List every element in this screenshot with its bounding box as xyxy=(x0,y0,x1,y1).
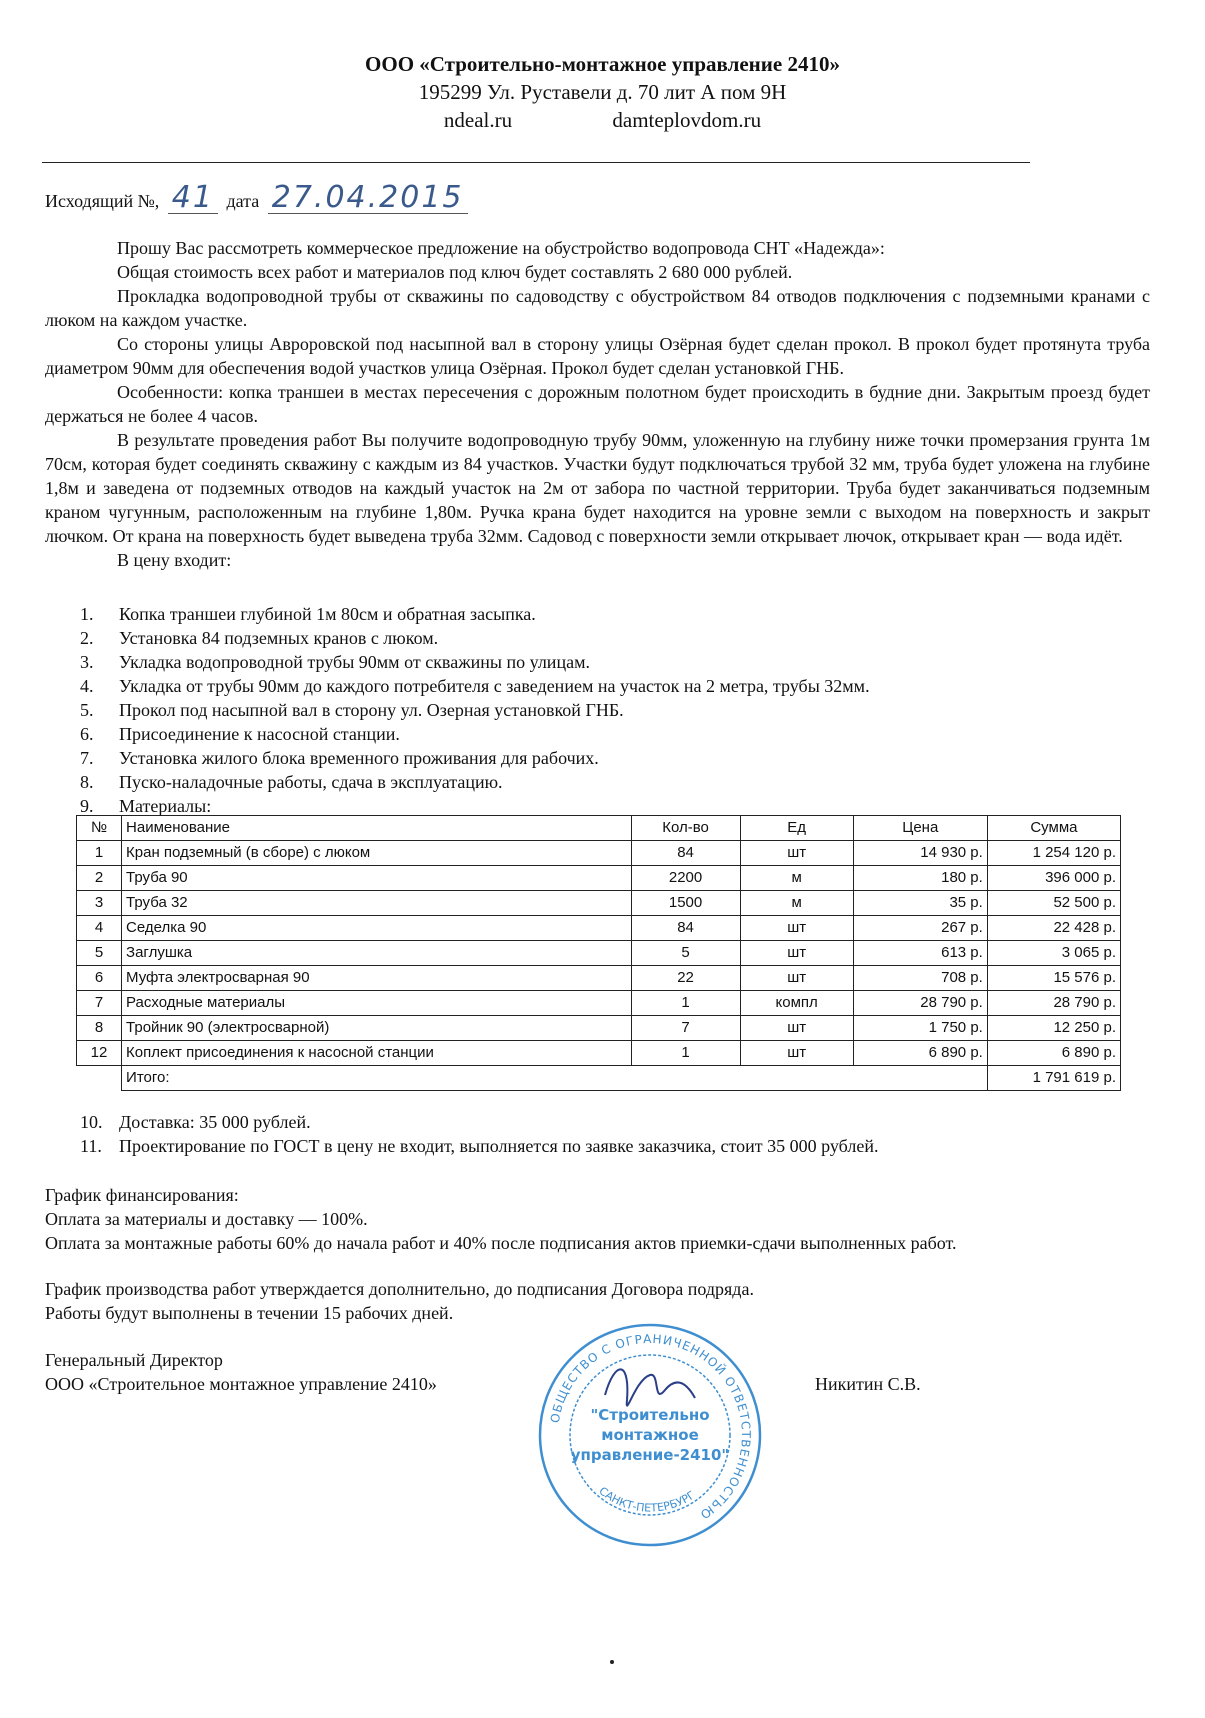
stamp-ring-text: ОБЩЕСТВО С ОГРАНИЧЕННОЙ ОТВЕТСТВЕННОСТЬЮ xyxy=(547,1331,754,1523)
schedule-section xyxy=(45,1277,754,1325)
table-row: 4 Седелка 90 84 шт 267 р. 22 428 р. xyxy=(77,916,1121,941)
materials-table xyxy=(76,815,1121,1091)
table-row: 3 Труба 32 1500 м 35 р. 52 500 р. xyxy=(77,891,1121,916)
financing-line: Оплата за монтажные работы 60% до начала работ и 40% после подписания актов приемки-сдачи выполненных работ. xyxy=(45,1233,957,1253)
paragraph: Прошу Вас рассмотреть коммерческое предложение на обустройство водопровода СНТ «Надежда»: xyxy=(117,238,885,258)
list-item: 8. Пуско-наладочные работы, сдача в эксплуатацию. xyxy=(80,772,503,792)
list-item: 7. Установка жилого блока временного проживания для рабочих. xyxy=(80,748,599,768)
speck xyxy=(610,1660,614,1664)
signer-org: ООО «Строительное монтажное управление 2410» xyxy=(45,1374,437,1394)
schedule-line: Работы будут выполнены в течении 15 рабочих дней. xyxy=(45,1303,454,1323)
header-divider xyxy=(42,162,1030,163)
table-row: 1 Кран подземный (в сборе) с люком 84 шт 14 930 р. 1 254 120 р. xyxy=(77,841,1121,866)
letterhead xyxy=(0,50,1205,134)
list-item: 1. Копка траншеи глубиной 1м 80см и обратная засыпка. xyxy=(80,604,536,624)
paragraph: В цену входит: xyxy=(117,550,232,570)
date-label: дата xyxy=(226,191,260,211)
table-row: 8 Тройник 90 (электросварной) 7 шт 1 750 р. 12 250 р. xyxy=(77,1016,1121,1041)
company-stamp xyxy=(535,1320,765,1550)
letter-body xyxy=(45,236,1150,572)
stamp-line-3: управление-2410" xyxy=(570,1446,730,1464)
list-item: 11. Проектирование по ГОСТ в цену не входит, выполняется по заявке заказчика, стоит 35 000 рублей. xyxy=(80,1136,879,1156)
list-item: 10. Доставка: 35 000 рублей. xyxy=(80,1112,311,1132)
outgoing-date: 27.04.2015 xyxy=(271,180,464,215)
total-label: Итого: xyxy=(122,1066,988,1091)
paragraph: Особенности: копка траншеи в местах пересечения с дорожным полотном будет происходить в будние дни. Закрытым проезд будет держаться не более 4 часов. xyxy=(45,382,1150,426)
list-item: 5. Прокол под насыпной вал в сторону ул. Озерная установкой ГНБ. xyxy=(80,700,624,720)
table-row: 7 Расходные материалы 1 компл 28 790 р. 28 790 р. xyxy=(77,991,1121,1016)
outgoing-number-line xyxy=(45,180,472,215)
list-item: 2. Установка 84 подземных кранов с люком. xyxy=(80,628,439,648)
stamp-line-2: монтажное xyxy=(601,1426,699,1444)
outgoing-label: Исходящий №, xyxy=(45,191,160,211)
org-address: 195299 Ул. Руставели д. 70 лит А пом 9Н xyxy=(418,80,787,104)
signature-scribble xyxy=(605,1369,695,1405)
website-2: damteplovdom.ru xyxy=(612,108,762,132)
outgoing-number: 41 xyxy=(171,180,214,215)
total-value: 1 791 619 р. xyxy=(987,1066,1120,1091)
table-row: 5 Заглушка 5 шт 613 р. 3 065 р. xyxy=(77,941,1121,966)
signature-block xyxy=(45,1348,437,1396)
org-title: ООО «Строительно-монтажное управление 2410» xyxy=(365,52,840,76)
org-websites xyxy=(0,106,1205,134)
table-row: 6 Муфта электросварная 90 22 шт 708 р. 15 576 р. xyxy=(77,966,1121,991)
stamp-line-1: "Строительно xyxy=(590,1406,710,1424)
website-1: ndeal.ru xyxy=(443,108,513,132)
col-header-price: Цена xyxy=(853,816,987,841)
table-header-row xyxy=(77,816,1121,841)
col-header-sum: Сумма xyxy=(987,816,1120,841)
extra-items-list xyxy=(45,1110,1145,1158)
list-item: 4. Укладка от трубы 90мм до каждого потребителя с заведением на участок на 2 метра, трубы 32мм. xyxy=(80,676,870,696)
list-item: 6. Присоединение к насосной станции. xyxy=(80,724,400,744)
col-header-number: № xyxy=(77,816,122,841)
schedule-line: График производства работ утверждается дополнительно, до подписания Договора подряда. xyxy=(45,1279,754,1299)
signer-name: Никитин С.В. xyxy=(815,1374,921,1394)
paragraph: Прокладка водопроводной трубы от скважины по садоводству с обустройством 84 отводов подключения с подземными кранами с люком на каждом участке. xyxy=(45,286,1150,330)
included-items-list xyxy=(45,602,1145,818)
list-item: 9. Материалы: xyxy=(80,796,212,816)
financing-section xyxy=(45,1183,957,1255)
paragraph: В результате проведения работ Вы получите водопроводную трубу 90мм, уложенную на глубину ниже точки промерзания грунта 1м 70см, которая будет соединять скважину с каждым из 84 участков. Участки будут подключаться трубой 32 мм, труба будет уложена на глубине 1,8м и заведена от подземных отводов на каждый участок на 2м от забора по частной территории. Труба будет заканчиваться подземным краном чугунным, расположенным на глубине 1,80м. Ручка крана будет находится на уровне земли с выходом на поверхность и закрыт лючком. От крана на поверхность будет выведена труба 32мм. Садовод с поверхности земли открывает лючок, открывает кран — вода идёт. xyxy=(45,430,1150,546)
signer-title: Генеральный Директор xyxy=(45,1350,223,1370)
col-header-unit: Ед xyxy=(740,816,853,841)
financing-line: Оплата за материалы и доставку — 100%. xyxy=(45,1209,368,1229)
col-header-name: Наименование xyxy=(122,816,631,841)
col-header-qty: Кол-во xyxy=(631,816,740,841)
paragraph: Со стороны улицы Авроровской под насыпной вал в сторону улицы Озёрная будет сделан прокол. В прокол будет протянута труба диаметром 90мм для обеспечения водой участков улица Озёрная. Прокол будет сделан установкой ГНБ. xyxy=(45,334,1150,378)
table-total-row xyxy=(77,1066,1121,1091)
table-row: 12 Коплект присоединения к насосной станции 1 шт 6 890 р. 6 890 р. xyxy=(77,1041,1121,1066)
table-row: 2 Труба 90 2200 м 180 р. 396 000 р. xyxy=(77,866,1121,891)
financing-title: График финансирования: xyxy=(45,1185,239,1205)
list-item: 3. Укладка водопроводной трубы 90мм от скважины по улицам. xyxy=(80,652,590,672)
stamp-city: САНКТ-ПЕТЕРБУРГ xyxy=(596,1484,698,1515)
paragraph: Общая стоимость всех работ и материалов под ключ будет составлять 2 680 000 рублей. xyxy=(117,262,793,282)
